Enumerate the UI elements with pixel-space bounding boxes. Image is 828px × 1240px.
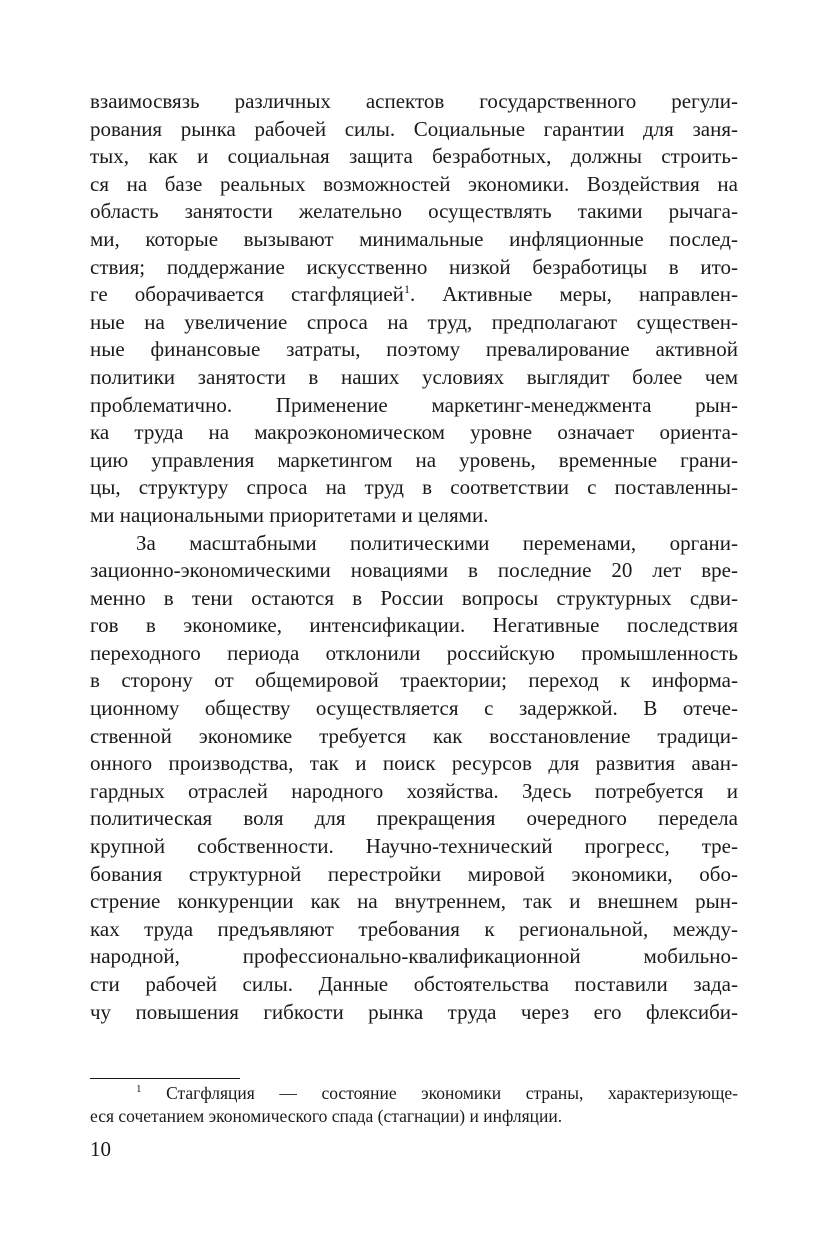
text-line: За масштабными политическими переменами, органи- [136, 530, 738, 555]
text-line: ка труда на макроэкономическом уровне означает ориента- [90, 420, 738, 445]
paragraph-2 [90, 530, 738, 1027]
footnote-reference[interactable]: 1 [403, 282, 410, 297]
text-line: ные финансовые затраты, поэтому превалирование активной [90, 337, 738, 362]
text-line: ми, которые вызывают минимальные инфляционные послед- [90, 226, 738, 251]
text-line: цы, структуру спроса на труд в соответствии с поставленны- [90, 475, 738, 500]
text-line: ся на базе реальных возможностей экономики. Воздействия на [90, 171, 738, 196]
text-line-with-footnote-ref [90, 281, 738, 309]
text-line: стрение конкуренции как на внутреннем, так и внешнем рын- [90, 889, 738, 914]
text-line: гардных отраслей народного хозяйства. Здесь потребуется и [90, 778, 738, 803]
text-line: сти рабочей силы. Данные обстоятельства поставили зада- [90, 972, 738, 996]
text-fragment: . Активные меры, направлен- [409, 282, 739, 307]
footnote [90, 1082, 738, 1128]
text-line: взаимосвязь различных аспектов государственного регули- [90, 89, 738, 113]
text-line: в сторону от общемировой траектории; переход к информа- [90, 668, 738, 693]
text-line: бования структурной перестройки мировой экономики, обо- [90, 861, 738, 886]
text-line: тых, как и социальная защита безработных, должны строить- [90, 144, 738, 169]
text-line: крупной собственности. Научно-технический прогресс, тре- [90, 834, 738, 859]
body-text [90, 88, 738, 1026]
text-line: народной, профессионально-квалификационной мобильно- [90, 944, 738, 969]
text-line: чу повышения гибкости рынка труда через его флексиби- [90, 999, 738, 1024]
text-line: ствия; поддержание искусственно низкой безработицы в ито- [90, 254, 738, 279]
footnote-divider [90, 1078, 240, 1079]
page-number: 10 [90, 1137, 111, 1161]
text-line: зационно-экономическими новациями в последние 20 лет вре- [90, 558, 738, 583]
text-line: ные на увеличение спроса на труд, предполагают существен- [90, 309, 738, 334]
text-line: онного производства, так и поиск ресурсов для развития аван- [90, 751, 738, 776]
text-line: область занятости желательно осуществлять такими рычага- [90, 199, 738, 224]
text-line: ционному обществу осуществляется с задержкой. В отече- [90, 696, 738, 721]
text-line: менно в тени остаются в России вопросы структурных сдви- [90, 585, 738, 610]
footnote-line [90, 1082, 738, 1105]
text-line: проблематично. Применение маркетинг-менеджмента рын- [90, 392, 738, 417]
text-line: ми национальными приоритетами и целями. [90, 502, 489, 527]
text-line: цию управления маркетингом на уровень, временные грани- [90, 447, 738, 472]
text-line: рования рынка рабочей силы. Социальные гарантии для заня- [90, 116, 738, 141]
text-fragment: ге оборачивается стагфляцией [90, 282, 404, 307]
text-line: ственной экономике требуется как восстановление традици- [90, 723, 738, 748]
text-line: гов в экономике, интенсификации. Негативные последствия [90, 613, 738, 638]
text-line: политики занятости в наших условиях выглядит более чем [90, 364, 738, 389]
footnote-text: Стагфляция — состояние экономики страны, характеризующе- [141, 1083, 738, 1103]
footnote-number: 1 [136, 1083, 142, 1096]
text-line: ках труда предъявляют требования к региональной, между- [90, 916, 738, 941]
text-line: переходного периода отклонили российскую промышленность [90, 640, 738, 665]
footnote-line: еся сочетанием экономического спада (стагнации) и инфляции. [90, 1106, 563, 1126]
paragraph-1 [90, 88, 738, 530]
text-line: политическая воля для прекращения очередного передела [90, 806, 738, 831]
